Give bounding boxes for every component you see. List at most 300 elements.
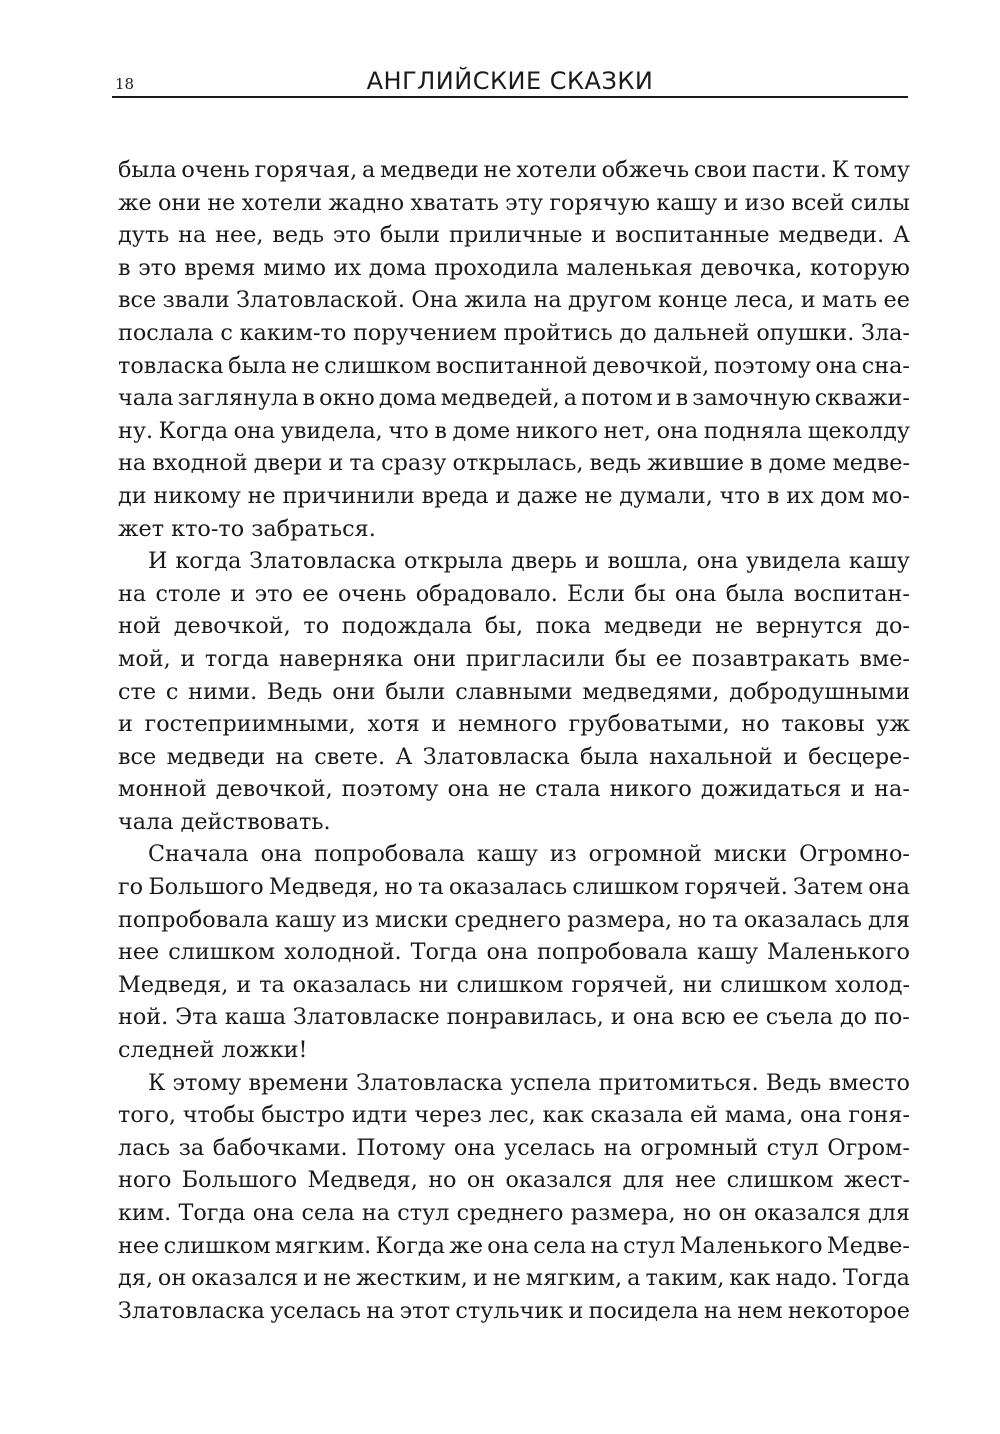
word: слишком: [456, 971, 564, 998]
word: Эта: [175, 1004, 218, 1031]
word: никому: [153, 482, 241, 509]
text-line: [118, 1099, 910, 1132]
word: бы,: [484, 613, 524, 640]
word: и: [800, 287, 816, 314]
word: а: [627, 1265, 641, 1292]
word: всю: [681, 1004, 726, 1031]
word: кашу: [476, 841, 538, 868]
text-line: [118, 187, 910, 220]
word: они: [412, 645, 457, 672]
text-line: [118, 969, 910, 1002]
word: горячей.: [684, 874, 788, 901]
word: но: [678, 906, 707, 933]
text-line: [118, 1067, 910, 1100]
word: среднего: [456, 1200, 564, 1226]
word: гоня-: [848, 1102, 910, 1129]
word: но: [682, 1200, 712, 1226]
word: среднего: [454, 906, 562, 933]
word: дальней: [653, 319, 750, 346]
word: чала: [118, 808, 181, 835]
word: не: [322, 1265, 352, 1292]
word: с: [165, 678, 179, 705]
text-line: [118, 1230, 910, 1263]
text-line: [118, 219, 910, 252]
text-line: [118, 578, 910, 611]
text-line: [118, 447, 910, 480]
word: не: [291, 352, 320, 379]
word: размера,: [567, 906, 673, 933]
word: вошла,: [607, 548, 689, 575]
word: это: [254, 580, 293, 607]
word: в: [118, 254, 131, 281]
word: мой,: [118, 645, 171, 672]
word: попробовала: [313, 841, 465, 868]
word: К: [831, 157, 849, 183]
word: когда: [175, 548, 242, 575]
word: причинили: [282, 482, 415, 509]
word: гостеприимными,: [144, 711, 356, 738]
word: слишком: [572, 874, 680, 901]
word: на: [361, 1200, 391, 1226]
word: доме: [768, 450, 827, 477]
word: за: [178, 1134, 205, 1161]
word: слишком: [324, 352, 432, 379]
word: ведь: [589, 450, 642, 477]
word: ее: [883, 287, 910, 314]
word: на: [118, 450, 147, 477]
word: в: [750, 450, 763, 477]
word: она: [868, 874, 910, 901]
word: но: [428, 1167, 457, 1194]
word: очень: [181, 157, 250, 183]
word: поручением: [352, 319, 497, 346]
word: в: [434, 417, 447, 444]
word: ного: [118, 1167, 172, 1194]
text-line: [118, 610, 910, 643]
word: хватать: [410, 189, 499, 216]
word: Златовласка: [422, 743, 570, 770]
word: жила: [464, 287, 528, 314]
word: мо-: [871, 482, 910, 509]
word: стул: [397, 1200, 450, 1226]
text-line: [118, 1001, 910, 1034]
word: медведями,: [582, 678, 720, 705]
word: дома: [378, 385, 437, 412]
word: поэтому: [713, 352, 811, 379]
word: Когда: [375, 1232, 445, 1259]
word: до: [619, 319, 647, 346]
word: этому: [172, 1069, 242, 1096]
text-line: [118, 806, 910, 839]
word: вреда: [421, 482, 489, 509]
word: и: [495, 482, 511, 509]
word: горячей,: [571, 971, 675, 998]
word: Златовласке: [292, 1004, 440, 1031]
word: силы: [850, 189, 910, 216]
word: Она: [411, 287, 458, 314]
word: огромной: [588, 841, 702, 868]
word: того,: [118, 1102, 176, 1129]
word: бесцере-: [808, 743, 910, 770]
word: и: [431, 711, 447, 738]
word: хотя: [367, 711, 420, 738]
word: она: [486, 939, 529, 966]
word: медведей,: [440, 385, 560, 412]
text-line: [118, 676, 910, 709]
word: ведь: [272, 222, 324, 249]
word: сте: [118, 678, 157, 705]
text-line: [118, 350, 910, 383]
word: для: [867, 906, 910, 933]
word: подняла: [703, 417, 803, 444]
word: изо: [744, 189, 786, 216]
word: она: [674, 580, 717, 607]
word: через: [414, 1102, 482, 1129]
word: ее: [732, 1004, 759, 1031]
word: И: [148, 548, 168, 575]
word: потом: [581, 385, 653, 412]
word: замочную: [692, 385, 811, 412]
word: пригласили: [465, 645, 606, 672]
word: таковы: [781, 711, 865, 738]
word: хотели: [241, 189, 323, 216]
word: она: [632, 1004, 675, 1031]
word: щеколду: [807, 417, 910, 444]
word: она: [447, 776, 490, 803]
word: тогда: [204, 645, 270, 672]
word: пройтись: [503, 319, 613, 346]
word: Огромно-: [799, 841, 910, 868]
word: ее: [302, 580, 329, 607]
word: она: [487, 1232, 529, 1259]
word: слишком: [168, 939, 276, 966]
word: оказалась: [292, 971, 411, 998]
word: Медведя,: [118, 971, 229, 998]
word: лась: [118, 1134, 171, 1161]
word: Огром-: [827, 1134, 910, 1161]
word: Маленького: [767, 939, 910, 966]
word: на: [533, 287, 562, 314]
word: стала: [535, 776, 601, 803]
word: уселась: [504, 1134, 595, 1161]
text-line: [118, 513, 910, 546]
word: жестким,: [356, 1265, 468, 1292]
word: и: [656, 385, 672, 412]
word: не: [715, 613, 744, 640]
word: Златовласка: [249, 548, 397, 575]
word: девочка,: [700, 254, 803, 281]
text-line: [118, 708, 910, 741]
text-line: [118, 284, 910, 317]
word: сразу: [381, 450, 447, 477]
word: она: [233, 417, 276, 444]
word: Маленького: [679, 1232, 823, 1259]
word: Потому: [356, 1134, 446, 1161]
word: ни: [418, 971, 449, 998]
word: Ведь: [266, 678, 323, 705]
word: которую: [809, 254, 910, 281]
word: Когда: [158, 417, 229, 444]
word: та: [259, 971, 285, 998]
word: нем: [737, 1297, 783, 1324]
word: бабочками.: [212, 1134, 348, 1161]
word: понравилась,: [446, 1004, 604, 1031]
word: открылась,: [452, 450, 584, 477]
word: свете.: [314, 743, 386, 770]
word: вме-: [859, 645, 910, 672]
word: монной: [118, 776, 207, 803]
word: дя,: [118, 1265, 153, 1292]
text-line: [118, 252, 910, 285]
text-line: [118, 1034, 910, 1067]
word: Сначала: [148, 841, 249, 868]
word: в: [766, 482, 780, 509]
word: го: [118, 874, 144, 901]
word: сна-: [861, 352, 910, 379]
word: дома: [368, 254, 427, 281]
word: всей: [791, 189, 845, 216]
word: но: [741, 711, 770, 738]
running-title: АНГЛИЙСКИЕ СКАЗКИ: [366, 67, 654, 95]
word: они: [157, 189, 202, 216]
word: мимо: [263, 254, 327, 281]
word: миски: [374, 906, 449, 933]
text-line: [118, 1132, 910, 1165]
text-line: [118, 382, 910, 415]
text-line: [118, 415, 910, 448]
word: Тогда: [178, 1200, 246, 1226]
word: надо.: [775, 1265, 838, 1292]
word: посидела: [588, 1297, 699, 1324]
word: оказалась: [448, 874, 568, 901]
running-head: [112, 62, 908, 98]
word: но: [384, 874, 413, 901]
word: пасти.: [751, 157, 827, 183]
word: двери: [253, 450, 323, 477]
word: звали: [162, 287, 230, 314]
word: Если: [567, 580, 625, 607]
word: даже: [516, 482, 578, 509]
word: чтобы: [182, 1102, 255, 1129]
text-line: [118, 773, 910, 806]
word: оказался: [505, 1167, 613, 1194]
word: и: [118, 711, 133, 738]
word: кто-то: [171, 515, 252, 542]
word: на: [603, 1134, 632, 1161]
word: он: [157, 1265, 187, 1292]
word: нее: [118, 1232, 160, 1259]
word: мягким,: [525, 1265, 623, 1292]
word: для: [622, 1167, 665, 1194]
text-line: [118, 871, 910, 904]
word: действовать.: [180, 808, 331, 835]
word: это: [138, 254, 177, 281]
word: быстро: [261, 1102, 345, 1129]
word: не: [207, 189, 236, 216]
text-line: [118, 480, 910, 513]
word: медве-: [832, 450, 910, 477]
word: открыла: [403, 548, 504, 575]
word: дуть: [118, 222, 170, 249]
word: следней: [118, 1037, 222, 1064]
word: не: [247, 482, 276, 509]
word: и: [591, 222, 607, 249]
word: дверь: [510, 548, 577, 575]
word: эту: [505, 189, 544, 216]
word: нахальной: [649, 743, 773, 770]
word: идти: [351, 1102, 408, 1129]
word: товласка: [118, 352, 224, 379]
word: доме: [452, 417, 511, 444]
body-text: [118, 154, 910, 1327]
word: увидела: [746, 548, 841, 575]
word: славными: [455, 678, 573, 705]
word: медведи: [380, 157, 479, 183]
word: ей: [689, 1102, 719, 1129]
word: таким,: [645, 1265, 725, 1292]
word: Медве-: [826, 1232, 910, 1259]
word: села: [301, 1200, 355, 1226]
word: кашу: [274, 906, 337, 933]
word: была: [725, 580, 785, 607]
word: он: [466, 1167, 496, 1194]
word: медведи: [166, 743, 266, 770]
word: ни: [682, 971, 713, 998]
text-line: [118, 1262, 910, 1295]
word: холод-: [835, 971, 910, 998]
word: леса,: [734, 287, 795, 314]
word: горячая,: [254, 157, 358, 183]
word: оказалась: [743, 906, 863, 933]
word: она: [696, 548, 739, 575]
word: все: [118, 287, 157, 314]
word: она: [453, 1134, 496, 1161]
word: лес,: [488, 1102, 536, 1129]
word: Златовласка: [118, 1297, 265, 1324]
word: входной: [152, 450, 248, 477]
word: на-: [874, 776, 910, 803]
word: была: [580, 743, 639, 770]
word: на: [703, 1297, 732, 1324]
word: размера,: [570, 1200, 676, 1226]
word: на: [366, 1297, 395, 1324]
word: поэтому: [341, 776, 439, 803]
word: он: [718, 1200, 747, 1226]
word: на: [275, 743, 304, 770]
word: и: [584, 548, 600, 575]
word: кашу: [696, 939, 759, 966]
word: проходила: [434, 254, 559, 281]
word: сказала: [590, 1102, 684, 1129]
word: столе: [155, 580, 222, 607]
word: их: [333, 254, 362, 281]
word: не: [498, 776, 527, 803]
word: медведи.: [778, 222, 885, 249]
word: А: [892, 222, 910, 249]
word: время: [184, 254, 256, 281]
word: хотели: [516, 157, 597, 183]
word: девочкой,: [592, 352, 710, 379]
word: некоторое: [787, 1297, 910, 1324]
word: этот: [399, 1297, 451, 1324]
word: грубоватыми,: [568, 711, 730, 738]
word: обжечь: [601, 157, 690, 183]
word: ким.: [118, 1200, 172, 1226]
word: Затем: [793, 874, 864, 901]
text-line: [118, 741, 910, 774]
word: Златовласка: [356, 1069, 503, 1096]
word: и: [180, 645, 196, 672]
word: дожидаться: [700, 776, 842, 803]
word: их: [786, 482, 814, 509]
word: каким-то: [239, 319, 347, 346]
text-line: [118, 545, 910, 578]
page-number: 18: [115, 75, 135, 93]
word: они: [332, 678, 376, 705]
word: Медведя,: [268, 874, 380, 901]
text-line: [118, 936, 910, 969]
word: для: [868, 1200, 910, 1226]
text-line: [118, 154, 910, 187]
word: кашу: [656, 189, 718, 216]
text-line: [118, 1295, 910, 1328]
word: была: [118, 157, 177, 183]
word: девочкой,: [215, 776, 333, 803]
word: из: [341, 906, 369, 933]
word: до: [839, 1004, 868, 1031]
word: жадно: [328, 189, 405, 216]
word: опушки.: [756, 319, 855, 346]
word: никого: [609, 776, 692, 803]
word: конце: [657, 287, 728, 314]
word: и: [236, 971, 252, 998]
word: холодной.: [284, 939, 402, 966]
word: окно: [319, 385, 375, 412]
word: она: [800, 1102, 842, 1129]
word: наверняка: [278, 645, 404, 672]
word: ее: [655, 645, 683, 672]
word: села: [533, 1232, 587, 1259]
word: а: [362, 157, 376, 183]
word: а: [563, 385, 578, 412]
word: Тогда: [842, 1265, 910, 1292]
word: забраться.: [251, 515, 376, 542]
word: ложки!: [221, 1037, 308, 1064]
word: увидела,: [280, 417, 383, 444]
word: это: [332, 222, 372, 249]
word: была: [228, 352, 287, 379]
word: другом: [568, 287, 652, 314]
word: медведи: [603, 613, 703, 640]
word: и: [472, 1265, 488, 1292]
word: Ведь: [765, 1069, 822, 1096]
word: вместо: [828, 1069, 910, 1096]
text-line: [118, 643, 910, 676]
word: попробовала: [537, 939, 689, 966]
word: что: [388, 417, 429, 444]
word: послала: [118, 319, 214, 346]
word: то: [303, 613, 330, 640]
word: попробовала: [118, 906, 269, 933]
word: мать: [822, 287, 878, 314]
word: и: [230, 580, 246, 607]
word: слишком: [726, 1167, 834, 1194]
word: заглянула: [177, 385, 299, 412]
word: же: [118, 189, 152, 216]
word: были: [379, 222, 441, 249]
word: нее,: [215, 222, 264, 249]
word: миски: [713, 841, 788, 868]
